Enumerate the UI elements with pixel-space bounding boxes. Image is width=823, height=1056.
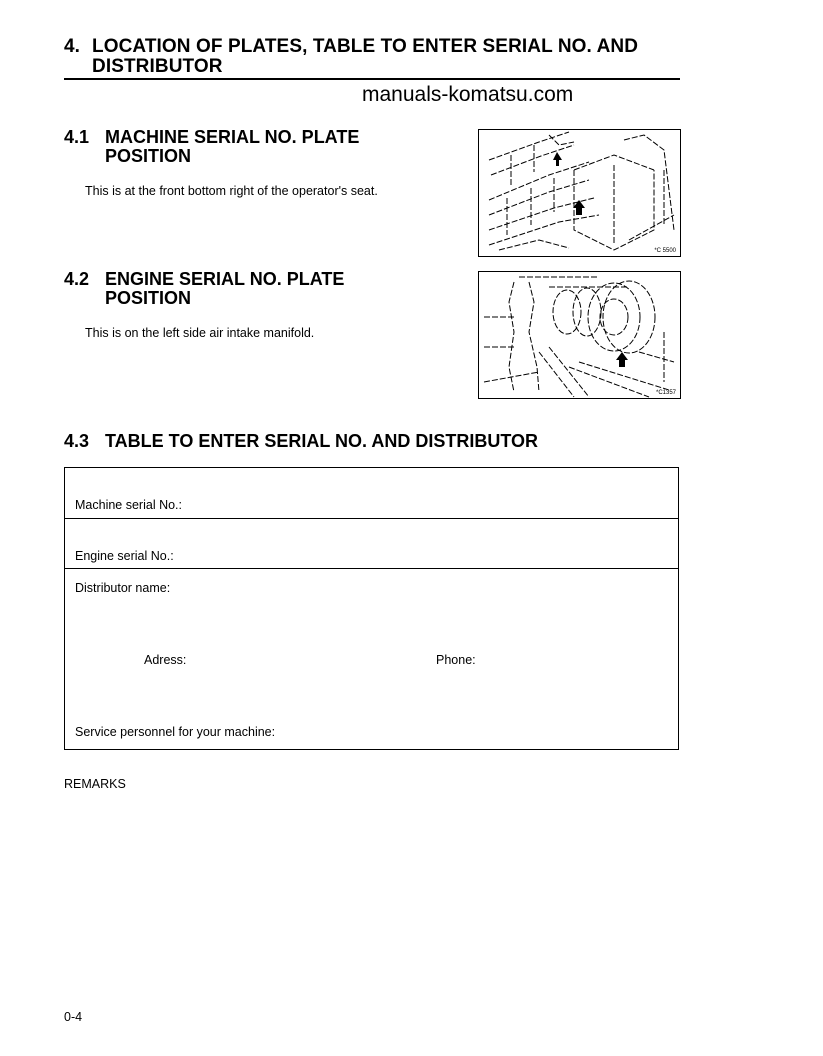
address-label: Adress: (144, 653, 187, 667)
engine-serial-label: Engine serial No.: (75, 549, 174, 563)
section-4-1-number: 4.1 (64, 127, 90, 147)
serial-distributor-table (64, 467, 679, 750)
machine-serial-plate-figure (478, 129, 681, 257)
heading-divider (64, 78, 680, 80)
section-4-3-heading (64, 432, 538, 451)
phone-label: Phone: (436, 653, 476, 667)
operator-seat-illustration (479, 130, 680, 256)
remarks-label: REMARKS (64, 777, 126, 791)
figure-code: *C1357 (655, 390, 676, 396)
section-4-3-title: TABLE TO ENTER SERIAL NO. AND DISTRIBUTOR (105, 431, 539, 451)
machine-serial-label: Machine serial No.: (75, 498, 182, 512)
section-4-1-title: MACHINE SERIAL NO. PLATE (105, 127, 360, 147)
watermark: manuals-komatsu.com (362, 83, 574, 106)
section-4-2-text: This is on the left side air intake manifold. (85, 326, 315, 340)
page-title-text: LOCATION OF PLATES, TABLE TO ENTER SERIAL NO. AND (92, 36, 639, 57)
page-number: 0-4 (64, 1010, 83, 1024)
engine-serial-plate-figure (478, 271, 681, 399)
arrow-icon (616, 352, 628, 367)
distributor-row[interactable] (65, 569, 678, 749)
section-4-1-heading (64, 128, 359, 166)
section-4-2-heading (64, 270, 344, 308)
page-title (64, 37, 684, 77)
machine-serial-row[interactable] (65, 468, 678, 519)
page-title-line-2: DISTRIBUTOR (92, 56, 223, 77)
section-4-1-title-line-2: POSITION (105, 146, 192, 166)
section-number: 4. (64, 36, 81, 57)
service-personnel-label: Service personnel for your machine: (75, 725, 276, 739)
distributor-name-label: Distributor name: (75, 581, 171, 595)
section-4-1-text: This is at the front bottom right of the operator's seat. (85, 184, 378, 198)
figure-code: *C 5500 (654, 248, 676, 254)
engine-serial-row[interactable] (65, 519, 678, 569)
page-title-line-1 (64, 37, 684, 57)
arrow-icon (573, 200, 585, 215)
section-4-2-title: ENGINE SERIAL NO. PLATE (105, 269, 345, 289)
arrow-icon (553, 152, 562, 166)
section-4-2-number: 4.2 (64, 269, 90, 289)
engine-illustration (479, 272, 680, 398)
section-4-3-number: 4.3 (64, 431, 90, 451)
section-4-2-title-line-2: POSITION (105, 288, 192, 308)
